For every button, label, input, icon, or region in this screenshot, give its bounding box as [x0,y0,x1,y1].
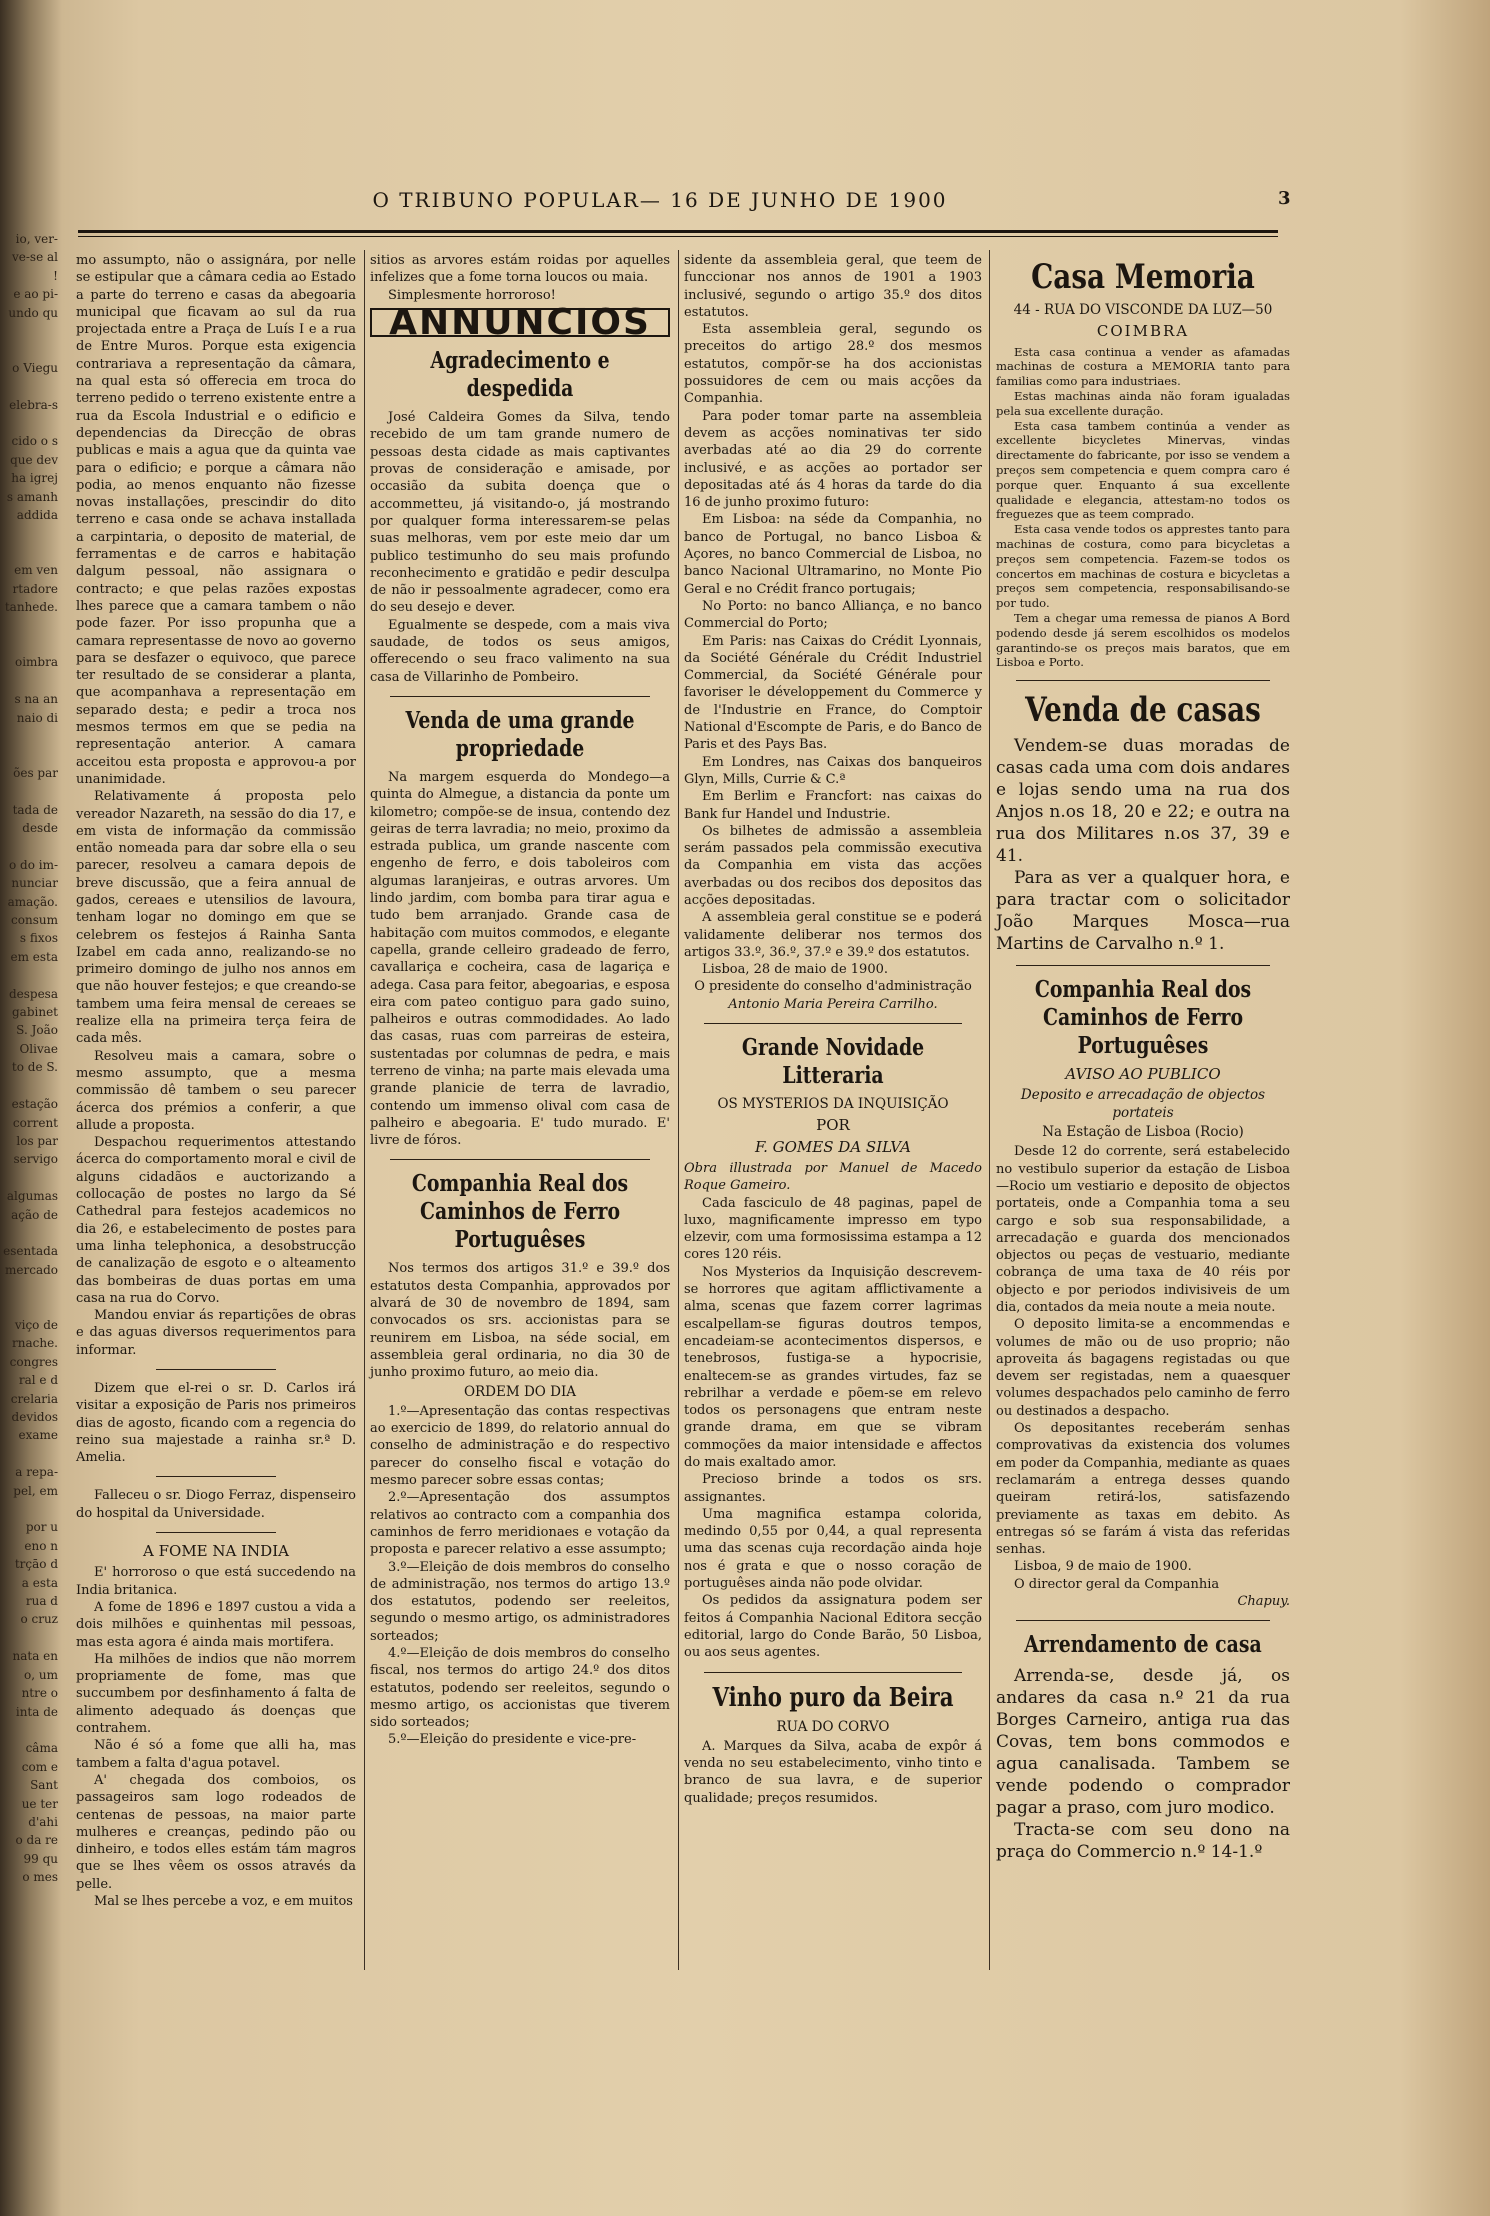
prev-column-line: ntre o [21,1686,58,1701]
prev-column-line [0,1721,58,1739]
paragraph: Desde 12 do corrente, será estabelecido no vestibulo superior da estação de Lisboa—Rocio um vestiario e deposito de objectos portateis, onde a Companhia toma a seu cargo e sob sua responsabilidade, a arrecadação e guarda dos mencionados objectos ou peças de vestuario, mediante cobrança de uma taxa de 40 réis por objecto e por periodos indivisiveis de um dia, contados da meia noute a meia noute. [996,1144,1290,1315]
paragraph-carlos: Dizem que el-rei o sr. D. Carlos irá visitar a exposição de Paris nos primeiros dias de agosto, ficando com a regencia do reino sua majestade a rainha sr.ª D. Amelia. [76,1381,356,1466]
prev-column-line: Sant [30,1778,58,1793]
prev-column-line: nata en [12,1649,58,1664]
paragraph: Esta casa continua a vender as afamadas machinas de costura a MEMORIA tanto para familias como para industriaes. [996,344,1290,389]
prev-column-line: s fixos [19,931,58,946]
prev-column-line: pel, em [13,1483,58,1498]
prev-column-line: com e [21,1759,58,1774]
prev-column-line: algumas [6,1189,58,1204]
column-divider-2 [678,250,679,1970]
prev-column-line: elebra-s [9,397,58,412]
prev-column-line: desde [22,821,58,835]
prev-column-line: naio di [16,710,58,725]
paragraph: Relativamente á proposta pelo vereador Nazareth, na sessão do dia 17, e em vista de informação da commissão então nomeada para dar sobre ella o seu parecer, resolveu a camara depois de breve discussão, que a feira annual de gados, cereaes e utensilios de lavoura, tenham logar no domingo em que se celebrem os festejos á Rainha Santa Izabel em cada anno, realizando-se no primeiro domingo de julho nos annos em que não houver festejos; e que creando-se tambem uma feira mensal de cereaes se realize ella na primeira terça feira de cada mês. [76,789,356,1047]
paragraph: Os pedidos da assignatura podem ser feitos á Companhia Nacional Editora secção editorial, largo do Conde Barão, 50 Lisboa, ou aos seus agentes. [684,1593,982,1661]
prev-column-line: 99 qu [23,1851,58,1866]
ordem-item: 3.º—Eleição de dois membros do conselho de administração, nos termos do artigo 13.º dos estatutos, podendo ser reeleitos, segundo o mesmo artigo, os administradores sorteados; [370,1559,670,1644]
venda-propriedade-body: Na margem esquerda do Mondego—a quinta do Almegue, a distancia da ponte um kilometro; compõe-se de insua, contendo dez geiras de terra lavradia; no meio, proximo da estrada publica, um grande nascente com engenho de ferro, e dois taboleiros com algumas laranjeiras, e outras arvores. Um lindo jardim, com bomba para tirar agua e tudo bem arranjado. Grande casa de habitação com muitos commodos, e elegante capella, grande celleiro gradeado de ferro, cavallariça e cocheira, casa de lagariça e adega. Casa para feitor, abegoarias, e esposa eira com pateo contiguo para gado suino, palheiros e outras commodidades. Ao lado das casas, ruas com parreiras de esteira, sustentadas por columnas de pedra, e mais terreno de vinha; na parte mais elevada uma grande planicie de terra de lavradio, contendo um immenso olival com casa de palheiro e abegoaria. E' tudo murado. E' livre de fóros. [370,769,670,1149]
separator [156,1532,276,1533]
paragraph: Tracta-se com seu dono na praça do Commercio n.º 14-1.º [996,1820,1290,1863]
prev-column-line: o cruz [20,1612,58,1627]
prev-column-line: amação. [7,894,58,909]
prev-column-line: undo qu [8,305,58,320]
ordem-item: 1.º—Apresentação das contas respectivas ao exercicio de 1899, do relatorio annual do conselho de administração e do respectivo parecer do conselho fiscal e votação do mesmo parecer sobre essas contas; [370,1403,670,1489]
prev-column-line: S. João [16,1023,58,1038]
paragraph: Os bilhetes de admissão a assembleia serám passados pela commissão executiva da Companhia em vista das acções averbadas ou dos recibos dos depositos das acções depositadas. [684,823,982,908]
prev-column-line: nunciar [11,876,58,891]
venda-casas-title: Venda de casas [1025,690,1261,731]
separator [1016,965,1270,966]
prev-column-line: tada de [12,802,58,817]
prev-column-line [0,727,58,745]
paragraph: Precioso brinde a todos os srs. assignantes. [684,1472,982,1505]
companhia-aviso-body [996,1143,1290,1558]
novidade-sub1: OS MYSTERIOS DA INQUISIÇÃO [717,1096,949,1113]
agradecimento-title: Agradecimento e despedida [430,347,610,403]
signer: Antonio Maria Pereira Carrilho. [728,996,938,1012]
prev-column-line [0,1169,58,1187]
paragraph: Os depositantes receberám senhas comprovativas da existencia dos volumes em poder da Companhia, mediante as quaes reclamarám a entrega desses quando queiram retirá-los, satisfazendo previamente as taxas em debito. As entregas só se farám á vista das referidas senhas. [996,1421,1290,1558]
casa-memoria-address: 44 - RUA DO VISCONDE DA LUZ—50 [1013,302,1273,318]
prev-column-line [0,377,58,395]
prev-column-line [0,525,58,543]
paragraph: Para poder tomar parte na assembleia devem as acções nominativas ter sido averbadas até ao dia 29 do corrente inclusivé, e as acções ao portador ser depositadas até ás 4 horas da tarde do dia 16 de junho proximo futuro: [684,408,982,511]
prev-column-line [0,617,58,635]
prev-column-line: ha igrej [11,471,58,486]
prev-column-line: to de S. [11,1060,58,1075]
prev-column-line: estação [11,1097,58,1112]
estacao-subtitle: Na Estação de Lisboa (Rocio) [1042,1124,1244,1141]
paragraph: Arrenda-se, desde já, os andares da casa n.º 21 da rua Borges Carneiro, antiga rua das Covas, tem bons commodos e agua canalisada. Tambem se vende podendo o comprador pagar a praso, com juro modico. [996,1666,1290,1819]
prev-column-line: viço de [14,1317,58,1332]
novidade-sub2: POR [816,1116,850,1135]
prev-column-line: e ao pi- [13,287,58,302]
chapuy: Chapuy. [1237,1594,1290,1610]
paragraph: Despachou requerimentos attestando ácerca do comportamento moral e civil de alguns cidadãos e auctorizando a collocação de postes no largo da Sé Cathedral para festejos academicos no dia 26, e estabelecimento de postes para uma linha telephonica, a desobstrucção de canalização de esgoto e o alteamento das bombeiras de duas portas em uma casa na rua do Corvo. [76,1135,356,1306]
paragraph-cont: sitios as arvores estám roidas por aquelles infelizes que a fome torna loucos ou maia. [370,253,670,286]
prev-column-line: exame [18,1428,58,1443]
prev-column-line [0,543,58,561]
novidade-illustrator: Obra illustrada por Manuel de Macedo Roque Gameiro. [684,1160,982,1194]
paragraph: Mal se lhes percebe a voz, e em muitos [94,1894,353,1910]
paragraph-ferraz: Falleceu o sr. Diogo Ferraz, dispenseiro do hospital da Universidade. [76,1488,356,1521]
separator [1016,680,1270,681]
paragraph: E' horroroso o que está succedendo na India britanica. [76,1565,356,1598]
paragraph: Cada fasciculo de 48 paginas, papel de luxo, magnificamente impresso em typo elzevir, com uma formosissima estampa a 12 cores 120 réis. [684,1195,982,1263]
prev-column-line: em ven [14,563,58,578]
prev-column-line [0,672,58,690]
paragraph: sidente da assembleia geral, que teem de funccionar nos annos de 1901 a 1903 inclusivé, segundo o artigo 35.º dos ditos estatutos. [684,253,982,320]
prev-column-line: o da re [15,1833,58,1848]
prev-column-line [0,414,58,432]
prev-column-line: a repa- [15,1465,58,1480]
prev-column-line [0,837,58,855]
casa-memoria-city: COIMBRA [1096,322,1190,341]
paragraph: Esta casa vende todos os apprestes tanto para machinas de costura, como para bicycletas a preços sem competencia. Fazem-se todos os concertos em machinas de costura e bicycletas a preços sem competencia, responsabilisando-se por tudo. [996,522,1290,611]
prev-column-line: o mes [22,1870,58,1885]
lisboa-date-2: Lisboa, 9 de maio de 1900. [1014,1559,1192,1575]
prev-column-line: por u [25,1520,58,1535]
companhia-title-2: Companhia Real dos Caminhos de Ferro Portuguêses [1034,976,1252,1060]
casa-memoria-body [996,345,1290,671]
deposito-subtitle: Deposito e arrecadação de objectos portateis [1020,1087,1266,1121]
separator [704,1672,962,1673]
ordem-items [370,1403,670,1749]
prev-column-line: s amanh [6,489,58,504]
prev-column-line: tanhede. [4,600,58,615]
casa-memoria-title: Casa Memoria [1031,257,1255,297]
prev-column-line: s na an [14,692,58,707]
prev-column-line: addida [16,508,58,523]
fome-article [76,1564,356,1910]
paragraph: Uma magnifica estampa colorida, medindo 0,55 por 0,44, a qual representa uma das scenas cuja recordação ainda hoje nos é grata e que o nosso coração de portuguêses ainda não pode olvidar. [684,1506,982,1592]
ordem-item: 4.º—Eleição de dois membros do conselho fiscal, nos termos do artigo 24.º dos ditos estatutos, podendo ser reeleitos, segundo o mesmo artigo, os accionistas que tiverem sido sorteados; [370,1646,670,1731]
separator [390,1159,650,1160]
prev-column-line [0,1279,58,1297]
companhia-title: Companhia Real dos Caminhos de Ferro Portuguêses [411,1170,629,1254]
prev-column-line [0,1500,58,1518]
paragraph: Em Londres, nas Caixas dos banqueiros Glyn, Mills, Currie & C.ª [684,754,982,787]
novidade-author: F. GOMES DA SILVA [755,1137,911,1156]
prev-column-line: ral e d [18,1373,58,1388]
ordem-item: 5.º—Eleição do presidente e vice-pre- [388,1732,637,1748]
previous-page-column [0,230,58,1990]
paragraph: A' chegada dos comboios, os passageiros sam logo rodeados de centenas de pessoas, na maior parte mulheres e creanças, pedindo pão ou dinheiro, e todos elles estám tám magros que se lhes vêem os ossos através da pelle. [76,1772,356,1892]
paragraph: Em Berlim e Francfort: nas caixas do Bank fur Handel und Industrie. [684,789,982,822]
paragraph: Vendem-se duas moradas de casas cada uma com dois andares e lojas sendo uma na rua dos Anjos n.os 18, 20 e 22; e outra na rua dos Militares n.os 37, 39 e 41. [996,736,1290,867]
prev-column-line [0,1077,58,1095]
paragraph: Para as ver a qualquer hora, e para tractar com o solicitador João Marques Mosca—rua Martins de Carvalho n.º 1. [996,868,1290,955]
separator [1016,1620,1270,1621]
paragraph: A fome de 1896 e 1897 custou a vida a dois milhões e quinhentas mil pessoas, mas esta agora é ainda mais mortifera. [76,1599,356,1650]
separator [156,1476,276,1477]
council-report [76,252,356,1359]
page-number: 3 [1278,188,1291,209]
prev-column-line: ve-se al [11,250,58,265]
column-divider-1 [364,250,365,1970]
prev-column-line: ! [53,268,58,283]
vinho-title: Vinho puro da Beira [712,1682,954,1713]
novidade-title: Grande Novidade Litteraria [741,1034,925,1090]
paragraph: Esta assembleia geral, segundo os preceitos do artigo 28.º dos mesmos estatutos, compõr-se ha dos accionistas possuidores de cem ou mais acções da Companhia. [684,322,982,407]
arrendamento-body [996,1665,1290,1863]
prev-column-line: oimbra [14,655,58,670]
prev-column-line [0,635,58,653]
signer-title: O presidente do conselho d'administração [694,979,972,995]
prev-column-line [0,1224,58,1242]
prev-column-line: eno n [24,1538,58,1553]
column-1 [76,252,356,1910]
separator [390,696,650,697]
prev-column-line: congres [9,1354,58,1369]
venda-propriedade-title: Venda de uma grande propriedade [405,706,635,762]
prev-column-line: o Viegu [12,360,58,375]
prev-column-line [0,966,58,984]
prev-column-line: ões par [13,765,58,780]
prev-column-line: trçāo d [14,1557,58,1572]
column-2 [370,252,670,1749]
ordem-do-dia: ORDEM DO DIA [463,1383,577,1400]
companhia-cont [684,252,982,961]
paragraph: Estas machinas ainda não foram igualadas pela sua excellente duração. [996,388,1290,418]
fome-title: A FOME NA INDIA [143,1542,289,1561]
paragraph: Mandou enviar ás repartições de obras e das aguas diversos requerimentos para informar. [76,1308,356,1358]
paragraph: O deposito limita-se a encommendas e volumes de mão ou de uso proprio; não aproveita ás bagagens registadas ou que devem ser registadas, nem a quaesquer volumes despachados pelo caminho de ferro ou destinados a despacho. [996,1317,1290,1419]
paragraph: Tem a chegar uma remessa de pianos A Bord podendo desde já serem escolhidos os modelos garantindo-se os preços mais baratos, que em Lisboa e Porto. [996,610,1290,670]
prev-column-line: gabinet [11,1005,58,1020]
prev-column-line [0,1629,58,1647]
prev-column-line [0,340,58,358]
prev-column-line: em esta [10,949,58,964]
paragraph: Resolveu mais a camara, sobre o mesmo assumpto, que a mesma commissão dê tambem o seu parecer ácerca dos prémios a conferir, a que allude a proposta. [76,1048,356,1133]
prev-column-line [0,322,58,340]
prev-column-line: Olivae [19,1041,58,1056]
ordem-item: 2.º—Apresentação dos assumptos relativos ao contracto com a companhia dos caminhos de ferro meridionaes e votação da proposta e parecer relativo a esse assumpto; [370,1490,670,1558]
paragraph: Esta casa tambem continúa a vender as excellente bicycletes Minervas, vindas directamente do fabricante, por isso se vendem a preços sem competencia e quem compra caro é porque quer. Enquanto á sua excellente qualidade e elegancia, attestam-no todos os freguezes que as teem comprado. [996,418,1290,522]
prev-column-line [0,782,58,800]
arrendamento-title: Arrendamento de casa [1024,1631,1262,1659]
prev-column-line: o, um [24,1667,58,1682]
vinho-sub: RUA DO CORVO [776,1718,890,1735]
prev-column-line: esentada [3,1244,58,1259]
paragraph: Ha milhões de indios que não morrem propriamente de fome, mas que succumbem por desfinhamento á falta de alimento adequado ás doenças que contrahem. [76,1651,356,1737]
prev-column-line: rua d [25,1594,58,1609]
prev-column-line: inta de [15,1704,58,1719]
paragraph: Não é só a fome que alli ha, mas tambem a falta d'agua potavel. [76,1738,356,1771]
header-rule-thick [78,230,1278,233]
companhia-intro: Nos termos dos artigos 31.º e 39.º dos estatutos desta Companhia, approvados por alvará de 30 de novembro de 1894, sam convocados os srs. accionistas para se reunirem em Lisboa, na séde social, em assembleia geral ordinaria, no dia 30 de junho proximo futuro, ao meio dia. [370,1261,670,1381]
prev-column-line [0,745,58,763]
prev-column-line: corrent [12,1115,58,1130]
paragraph: José Caldeira Gomes da Silva, tendo recebido de um tam grande numero de pessoas desta cidade as mais captivantes provas de consideração e amisade, por occasião da subita doença que o accommetteu, já visitando-o, já mostrando por qualquer forma interessarem-se pelas suas melhoras, vem por este meio dar um publico testimunho do seu mais profundo reconhecimento e gratidão e pedir desculpa de não ir pessoalmente agradecer, como era do seu desejo e dever. [370,410,670,616]
column-3 [684,252,982,1807]
prev-column-line: los par [16,1133,58,1148]
prev-column-line: d'ahi [28,1814,58,1829]
prev-column-line: rtadore [12,581,58,596]
prev-column-line: io, ver- [15,232,58,246]
prev-column-line [0,1298,58,1316]
director: O director geral da Companhia [1014,1576,1220,1592]
prev-column-line: crelaria [10,1391,58,1406]
prev-column-line: devidos [11,1410,58,1424]
novidade-body [684,1195,982,1662]
header-rule-thin [78,236,1278,237]
paragraph: Em Paris: nas Caixas do Crédit Lyonnais, da Société Générale du Crédit Industriel Commercial, da Société Générale pour favoriser le développement du Commerce y de l'Industrie en France, do Comptoir National d'Escompte de Paris, e do Banco de Paris et des Pays Bas. [684,633,982,753]
prev-column-line: ação de [11,1207,58,1222]
prev-column-line: câma [25,1741,58,1756]
prev-column-line: a esta [21,1575,58,1590]
prev-column-line: cido o s [11,434,58,449]
paragraph: mo assumpto, não o assignára, por nelle se estipular que a câmara cedia ao Estado a parte do terreno e casas da abegoaria municipal que ficavam ao sul da rua projectada entre a Praça de Luís I e a rua de Entre Muros. Porque esta exigencia contrariava a representação da câmara, na qual esta só offerecia em troca do terreno pedido o terreno existente entre a rua da Escola Industrial e o edificio e dependencias da Direcção de obras publicas e mais a agua que da quinta vae para o edificio; e porque a câmara não podia, ao menos enquanto não fizesse novas installações, prescindir do dito terreno e casa onde se achava installada a carpintaria, o deposito de material, de ferramentas e de carros e habitação dalgum pessoal, não assignara o contracto; e que pelas razões expostas lhes parece que a camara tambem o não pode fazer. Por isso propunha que a camara representasse de novo ao governo para se desfazer o equivoco, que parece ter resultado de se considerar a planta, que acompanhava a representação em separado desta; e pedir a troca nos mesmos termos em que se pedia na representação anterior. A camara acceitou esta proposta e approvou-a por unanimidade. [76,253,356,787]
venda-casas-body [996,735,1290,955]
column-divider-3 [989,250,990,1970]
paragraph: A assembleia geral constitue se e poderá validamente deliberar nos termos dos artigos 33.º, 36.º, 37.º e 39.º dos estatutos. [684,910,982,960]
prev-column-line: mercado [5,1262,58,1277]
paragraph: Nos Mysterios da Inquisição descrevem-se horrores que agitam afflictivamente a alma, scenas que fazem correr lagrimas escalpellam-se figuras doutros tempos, encadeiam-se acontecimentos dispersos, e tenebrosos, fustiga-se a hypocrisie, enaltecem-se as grandes virtudes, faz se rebrilhar a verdade e põem-se em relevo todos os personagens que entram neste grande drama, em que se vibram commoções da maior intensidade e affectos do mais exaltado amor. [684,1264,982,1470]
aviso-ao-publico: AVISO AO PUBLICO [1065,1065,1221,1084]
annuncios-banner: ANNUNCIOS [370,308,670,337]
prev-column-line: despesa [8,986,58,1001]
prev-column-line [0,1445,58,1463]
paragraph-horror: Simplesmente horroroso! [388,287,556,303]
prev-column-line: que dev [10,452,58,467]
paragraph: Em Lisboa: na séde da Companhia, no banco de Portugal, no banco Lisboa & Açores, no banco Commercial de Lisboa, no banco Nacional Ultramarino, no Monte Pio Geral e no Crédit franco portugais; [684,512,982,597]
column-4 [996,252,1290,1863]
lisboa-date: Lisboa, 28 de maio de 1900. [702,962,889,978]
vinho-body: A. Marques da Silva, acaba de expôr á venda no seu estabelecimento, vinho tinto e branco de sua lavra, e de superior qualidade; preços resumidos. [684,1738,982,1806]
masthead: O TRIBUNO POPULAR— 16 DE JUNHO DE 1900 [372,188,948,212]
prev-column-line: rnache. [12,1336,58,1351]
agradecimento-body [370,409,670,686]
separator [156,1369,276,1370]
separator [704,1023,962,1024]
prev-column-line: o do im- [8,857,58,872]
prev-column-line: servigo [13,1152,58,1167]
paragraph: No Porto: no banco Alliança, e no banco Commercial do Porto; [684,598,982,632]
prev-column-line: consum [11,913,58,928]
paragraph: Egualmente se despede, com a mais viva saudade, de todos os seus amigos, offerecendo o seu fraco valimento na sua casa de Villarinho de Pombeiro. [370,617,670,685]
prev-column-line: ue ter [21,1796,58,1811]
